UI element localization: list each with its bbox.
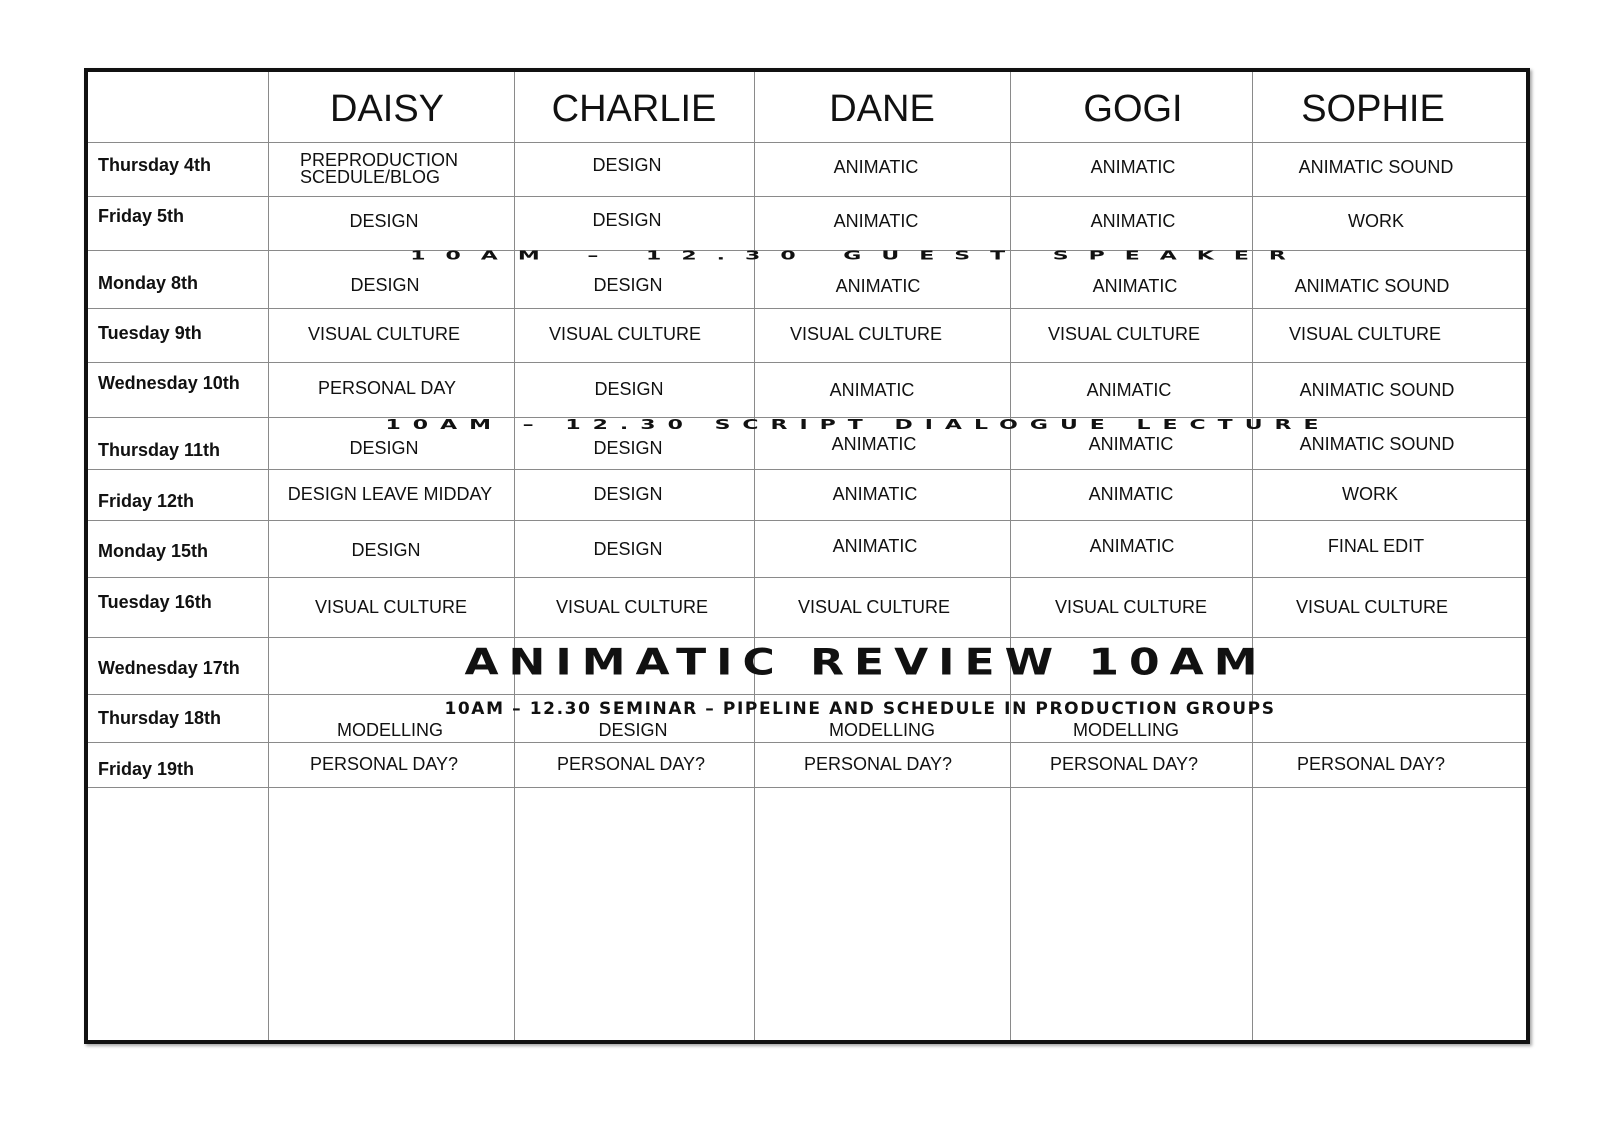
row-day-label: Thursday 18th [98,708,222,728]
schedule-cell: VISUAL CULTURE [1288,324,1442,344]
row-day-label: Monday 8th [98,273,199,293]
schedule-cell: ANIMATIC [833,211,919,231]
schedule-cell: ANIMATIC [1088,434,1174,454]
event-banner-seminar: 10AM – 12.30 SEMINAR – PIPELINE AND SCHEDULE IN PRODUCTION GROUPS [444,699,1276,719]
schedule-cell: ANIMATIC [1090,211,1176,231]
schedule-cell: VISUAL CULTURE [1047,324,1201,344]
column-divider [754,72,755,1040]
row-day-label: Thursday 11th [98,440,221,460]
schedule-cell: ANIMATIC [829,380,915,400]
row-divider [88,469,1526,470]
schedule-cell: PERSONAL DAY? [1296,754,1446,774]
schedule-cell: PERSONAL DAY? [1049,754,1199,774]
column-header-daisy: DAISY [329,88,445,130]
row-day-label: Wednesday 10th [98,373,240,393]
schedule-cell: VISUAL CULTURE [555,597,709,617]
row-day-label: Monday 15th [98,541,209,561]
event-banner-animatic-review: ANIMATIC REVIEW 10AM [464,641,1268,684]
column-header-charlie: CHARLIE [551,88,717,130]
schedule-cell: VISUAL CULTURE [1295,597,1449,617]
schedule-cell: ANIMATIC SOUND [1298,157,1454,177]
schedule-cell: PERSONAL DAY? [803,754,953,774]
schedule-cell: ANIMATIC [1092,276,1178,296]
schedule-cell: ANIMATIC SOUND [1294,276,1450,296]
schedule-cell: ANIMATIC SOUND [1299,434,1455,454]
schedule-cell: DESIGN [594,379,664,399]
row-divider [88,694,1526,695]
schedule-cell: DESIGN [593,539,663,559]
column-header-sophie: SOPHIE [1301,88,1445,130]
schedule-cell: ANIMATIC [832,536,918,556]
schedule-cell: WORK [1342,484,1398,504]
schedule-table [84,68,1530,1044]
schedule-cell: DESIGN [593,275,663,295]
row-day-label: Friday 5th [98,206,185,226]
row-day-label: Wednesday 17th [98,658,240,678]
schedule-cell: ANIMATIC [832,484,918,504]
row-divider [88,196,1526,197]
schedule-cell: DESIGN [592,210,662,230]
schedule-cell: PERSONAL DAY [317,378,457,398]
schedule-cell: VISUAL CULTURE [548,324,702,344]
schedule-cell: DESIGN [593,438,663,458]
row-divider [88,308,1526,309]
column-divider [514,72,515,1040]
row-divider [88,142,1526,143]
schedule-cell: DESIGN [351,540,421,560]
schedule-cell: DESIGN [350,275,420,295]
schedule-cell: VISUAL CULTURE [307,324,461,344]
schedule-cell: DESIGN LEAVE MIDDAY [287,484,493,504]
row-day-label: Tuesday 16th [98,592,212,612]
schedule-cell: PERSONAL DAY? [309,754,459,774]
row-day-label: Friday 12th [98,491,195,511]
schedule-cell: ANIMATIC SOUND [1299,380,1455,400]
event-banner-script-lecture: 10AM – 12.30 SCRIPT DIALOGUE LECTURE [385,417,1331,433]
row-divider [88,637,1526,638]
column-divider [1252,72,1253,1040]
row-divider [88,362,1526,363]
schedule-cell: MODELLING [1072,720,1180,740]
schedule-cell: FINAL EDIT [1327,536,1425,556]
row-divider [88,787,1526,788]
schedule-cell: DESIGN [349,438,419,458]
schedule-cell: ANIMATIC [1086,380,1172,400]
row-divider [88,577,1526,578]
row-day-label: Thursday 4th [98,155,212,175]
schedule-cell: VISUAL CULTURE [314,597,468,617]
column-divider [1010,72,1011,1040]
schedule-cell: PREPRODUCTION SCEDULE/BLOG [300,150,459,188]
column-header-gogi: GOGI [1083,88,1183,130]
schedule-cell: PERSONAL DAY? [556,754,706,774]
schedule-cell: DESIGN [592,155,662,175]
schedule-cell: VISUAL CULTURE [797,597,951,617]
schedule-cell: DESIGN [593,484,663,504]
column-header-dane: DANE [829,88,935,130]
row-divider [88,742,1526,743]
schedule-cell: ANIMATIC [1088,484,1174,504]
schedule-cell: MODELLING [336,720,444,740]
schedule-cell: ANIMATIC [835,276,921,296]
row-divider [88,520,1526,521]
event-banner-guest-speaker: 10AM – 12.30 GUEST SPEAKER [410,248,1306,263]
row-day-label: Friday 19th [98,759,195,779]
schedule-cell: ANIMATIC [831,434,917,454]
schedule-cell: ANIMATIC [1089,536,1175,556]
schedule-cell: DESIGN [598,720,668,740]
schedule-cell: MODELLING [828,720,936,740]
schedule-cell: ANIMATIC [833,157,919,177]
schedule-cell: ANIMATIC [1090,157,1176,177]
schedule-cell: DESIGN [349,211,419,231]
schedule-cell: WORK [1348,211,1404,231]
row-day-label: Tuesday 9th [98,323,202,343]
column-divider [268,72,269,1040]
schedule-cell: VISUAL CULTURE [1054,597,1208,617]
schedule-cell: VISUAL CULTURE [789,324,943,344]
